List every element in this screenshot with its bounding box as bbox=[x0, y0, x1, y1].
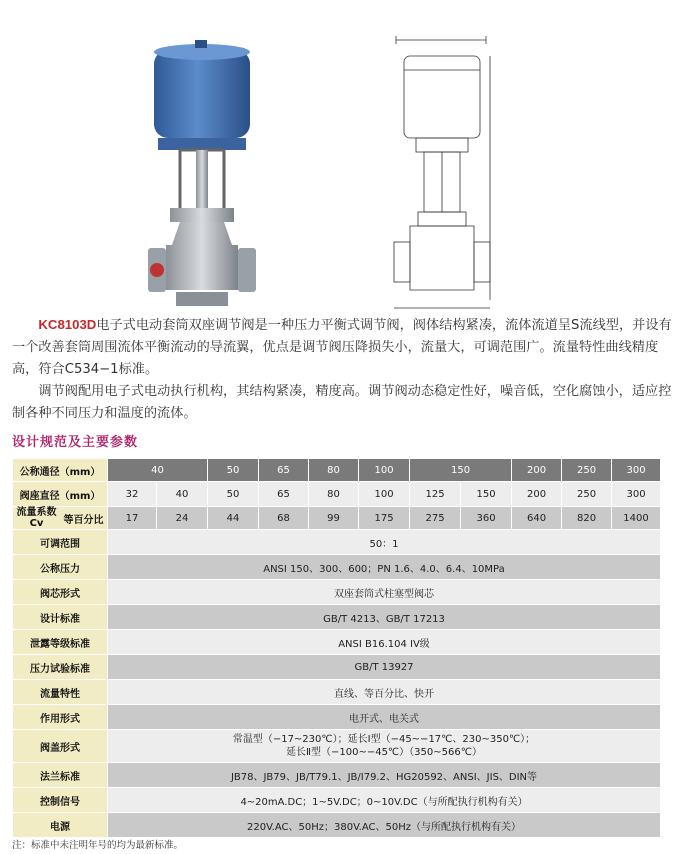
table-row bbox=[13, 630, 661, 655]
table-cell: 820 bbox=[562, 507, 612, 530]
table-cell: 300 bbox=[612, 459, 661, 482]
table-row bbox=[13, 605, 661, 630]
table-cell: 1400 bbox=[612, 507, 661, 530]
row-value: 直线、等百分比、快开 bbox=[108, 680, 661, 705]
table-cell: 250 bbox=[562, 482, 612, 507]
table-cell: 40 bbox=[108, 459, 208, 482]
spec-table bbox=[12, 458, 661, 838]
table-row bbox=[13, 680, 661, 705]
row-label: 可调范围 bbox=[13, 530, 108, 555]
seat-diameter-row bbox=[13, 482, 661, 507]
table-cell: 100 bbox=[359, 482, 410, 507]
row-label: 电源 bbox=[13, 813, 108, 838]
table-cell: 44 bbox=[208, 507, 259, 530]
table-cell: 99 bbox=[309, 507, 359, 530]
section-title: 设计规范及主要参数 bbox=[12, 435, 139, 450]
table-cell: 80 bbox=[309, 459, 359, 482]
row-value: 双座套筒式柱塞型阀芯 bbox=[108, 580, 661, 605]
table-row bbox=[13, 763, 661, 788]
row-label: 压力试验标准 bbox=[13, 655, 108, 680]
row-label: 控制信号 bbox=[13, 788, 108, 813]
row-value: JB78、JB79、JB/T79.1、JB/I79.2、HG20592、ANSI、JIS、DIN等 bbox=[108, 763, 661, 788]
table-cell: 40 bbox=[157, 482, 208, 507]
table-row bbox=[13, 530, 661, 555]
row-value: 电开式、电关式 bbox=[108, 705, 661, 730]
footnote: 注：标准中未注明年号的均为最新标准。 bbox=[12, 840, 184, 851]
row-value: GB/T 13927 bbox=[108, 655, 661, 680]
table-cell: 50 bbox=[208, 482, 259, 507]
table-cell: 65 bbox=[259, 482, 309, 507]
nominal-diameter-row bbox=[13, 459, 661, 482]
row-label: 法兰标准 bbox=[13, 763, 108, 788]
row-label: 设计标准 bbox=[13, 605, 108, 630]
flow-coefficient-row bbox=[13, 507, 661, 530]
table-cell: 17 bbox=[108, 507, 157, 530]
nominal-diameter-label: 公称通径（mm） bbox=[13, 459, 108, 482]
row-label: 泄露等级标准 bbox=[13, 630, 108, 655]
table-row bbox=[13, 555, 661, 580]
table-cell: 360 bbox=[461, 507, 512, 530]
row-value: 常温型（−17~230℃）；延长Ⅰ型（−45~−17℃、230~350℃）； 延长Ⅱ型（−100~−45℃）（350~566℃） bbox=[108, 730, 661, 763]
row-label: 流量特性 bbox=[13, 680, 108, 705]
model-number: KC8103D bbox=[38, 317, 97, 332]
table-cell: 250 bbox=[562, 459, 612, 482]
table-cell: 32 bbox=[108, 482, 157, 507]
table-row bbox=[13, 655, 661, 680]
row-label: 作用形式 bbox=[13, 705, 108, 730]
row-value: 4~20mA.DC；1~5V.DC；0~10V.DC（与所配执行机构有关） bbox=[108, 788, 661, 813]
product-description bbox=[12, 314, 674, 425]
table-row bbox=[13, 730, 661, 763]
row-value: ANSI 150、300、600；PN 1.6、4.0、6.4、10MPa bbox=[108, 555, 661, 580]
table-cell: 200 bbox=[512, 459, 562, 482]
table-cell: 100 bbox=[359, 459, 410, 482]
row-value: ANSI B16.104 IV级 bbox=[108, 630, 661, 655]
table-row bbox=[13, 580, 661, 605]
table-cell: 150 bbox=[461, 482, 512, 507]
table-row bbox=[13, 788, 661, 813]
row-label: 阀盖形式 bbox=[13, 730, 108, 763]
table-row bbox=[13, 813, 661, 838]
row-value: GB/T 4213、GB/T 17213 bbox=[108, 605, 661, 630]
flow-coefficient-label: 流量系数 Cv 等百分比 bbox=[13, 507, 108, 530]
table-cell: 125 bbox=[410, 482, 461, 507]
table-cell: 50 bbox=[208, 459, 259, 482]
description-paragraph-2: 调节阀配用电子式电动执行机构，其结构紧凑，精度高。调节阀动态稳定性好，噪音低，空化腐蚀小，适应控制各种不同压力和温度的流体。 bbox=[12, 384, 672, 421]
table-cell: 275 bbox=[410, 507, 461, 530]
description-paragraph-1: KC8103D电子式电动套筒双座调节阀是一种压力平衡式调节阀，阀体结构紧凑，流体流道呈S流线型，并设有一个改善套筒周围流体平衡流动的导流翼，优点是调节阀压降损失小，流量大，可调范围广。流量特性曲线精度高，符合C534−1标准。 bbox=[12, 317, 672, 377]
row-label: 阀芯形式 bbox=[13, 580, 108, 605]
table-cell: 24 bbox=[157, 507, 208, 530]
row-label: 公称压力 bbox=[13, 555, 108, 580]
table-cell: 300 bbox=[612, 482, 661, 507]
table-cell: 80 bbox=[309, 482, 359, 507]
table-cell: 640 bbox=[512, 507, 562, 530]
table-cell: 175 bbox=[359, 507, 410, 530]
row-value: 220V.AC、50Hz；380V.AC、50Hz（与所配执行机构有关） bbox=[108, 813, 661, 838]
row-value: 50：1 bbox=[108, 530, 661, 555]
table-cell: 65 bbox=[259, 459, 309, 482]
valve-photo bbox=[140, 40, 270, 310]
table-row bbox=[13, 705, 661, 730]
table-cell: 68 bbox=[259, 507, 309, 530]
table-cell: 150 bbox=[410, 459, 512, 482]
valve-drawing bbox=[390, 30, 495, 315]
table-cell: 200 bbox=[512, 482, 562, 507]
seat-diameter-label: 阀座直径（mm） bbox=[13, 482, 108, 507]
